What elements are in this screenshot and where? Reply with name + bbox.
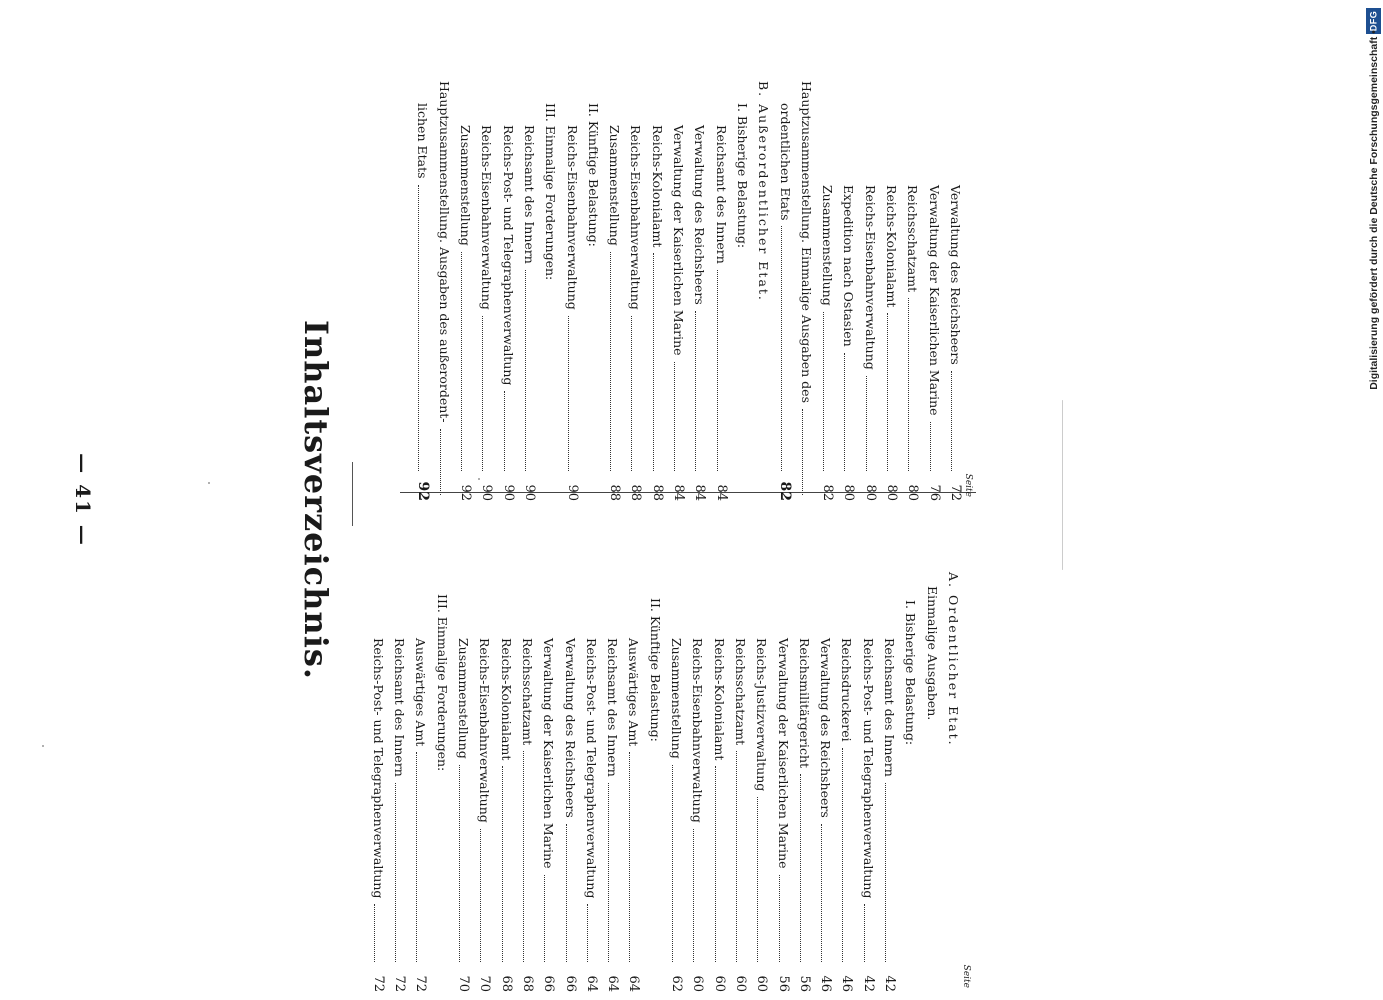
seite-header: Seite (961, 964, 971, 988)
toc-entry-page: 68 (498, 975, 514, 992)
toc-entry-label: Reichsamt des Innern (605, 638, 621, 777)
toc-entry-label: Reichsamt des Innern (392, 638, 408, 777)
scan-speck (42, 745, 44, 747)
toc-entry-label: Reichsdruckerei (839, 638, 855, 742)
toc-entry-page: 60 (733, 975, 748, 992)
toc-entry-label: Reichs-Kolonialamt (884, 185, 900, 308)
toc-entry-label: Verwaltung der Kaiserlichen Marine (775, 638, 791, 869)
toc-entry-page: 80 (905, 484, 921, 501)
toc-entry-label: Reichs-Kolonialamt (498, 638, 514, 761)
toc-entry (838, 572, 857, 992)
digitization-note (1364, 10, 1383, 400)
toc-entry-label: III. Einmalige Forderungen: (434, 594, 450, 772)
dot-leader (674, 362, 675, 471)
toc-entry-label: III. Einmalige Forderungen: (543, 103, 559, 281)
dot-leader (480, 829, 481, 962)
toc-entry-label: Verwaltung der Kaiserlichen Marine (541, 638, 557, 869)
dot-leader (843, 748, 844, 962)
page-title-text: Inhaltsverzeichnis. (297, 319, 336, 681)
toc-entry (774, 572, 793, 992)
toc-entry (561, 572, 580, 992)
dot-leader (461, 252, 462, 471)
toc-entry-label: Reichs-Eisenbahnverwaltung (862, 185, 878, 370)
page-number-text: — 41 — (71, 453, 96, 547)
toc-entry-page: 80 (862, 484, 878, 501)
toc-entry-label: Reichs-Kolonialamt (711, 638, 727, 761)
toc-entry (733, 81, 752, 501)
toc-entry-page: 42 (860, 975, 876, 992)
toc-entry-label: I. Bisherige Belastung: (903, 600, 919, 746)
toc-entry-label: Verwaltung des Reichsheers (818, 638, 834, 818)
dot-leader (482, 316, 483, 471)
toc-entry-label: Reichsamt des Innern (713, 125, 729, 264)
dot-leader (632, 316, 633, 471)
dot-leader (736, 751, 737, 962)
toc-entry (541, 81, 560, 501)
toc-entry (818, 81, 837, 501)
page-title (286, 260, 346, 740)
toc-entry-page: 90 (522, 484, 537, 501)
toc-entry-label: II. Künftige Belastung: (585, 103, 601, 247)
toc-entry (840, 81, 859, 501)
toc-entry-label: ordentlichen Etats (777, 103, 793, 221)
toc-entry-label: Reichs-Justizverwaltung (754, 638, 770, 792)
toc-entry (923, 572, 942, 992)
toc-entry-page: 72 (948, 484, 963, 501)
toc-entry (712, 81, 731, 501)
toc-entry-label: Verwaltung des Reichsheers (692, 125, 708, 305)
toc-entry-page: 90 (500, 484, 516, 501)
toc-entry-page: 84 (692, 484, 708, 501)
toc-entry-page: 62 (669, 975, 685, 992)
toc-entry-label: Reichs-Post- und Telegraphenverwaltung (500, 125, 516, 386)
dot-leader (653, 253, 654, 471)
dot-leader (757, 797, 758, 962)
toc-entry (859, 572, 878, 992)
toc-entry-label: Zusammenstellung (669, 638, 685, 759)
toc-entry-page: 72 (392, 975, 408, 992)
toc-entry-label: Reichs-Eisenbahnverwaltung (564, 125, 580, 310)
toc-entry-label: Expedition nach Ostasien (841, 185, 857, 347)
scan-speck (1062, 400, 1063, 570)
dot-leader (930, 422, 931, 471)
toc-entry (582, 572, 601, 992)
toc-entry-label: Reichsmilitärgericht (796, 638, 812, 769)
toc-entry-label: Zusammenstellung (820, 185, 836, 306)
toc-entry-page: 64 (605, 975, 621, 992)
dot-leader (440, 429, 441, 495)
dot-leader (779, 875, 780, 962)
toc-entry (710, 572, 729, 992)
toc-entry (776, 81, 795, 501)
toc-entry-label: Reichsschatzamt (733, 638, 748, 746)
toc-entry-page: 66 (562, 975, 578, 992)
toc-entry (731, 572, 750, 992)
toc-entry-page: 60 (711, 975, 727, 992)
toc-entry-label: B. Außerordentlicher Etat. (756, 81, 772, 302)
dot-leader (781, 226, 782, 471)
toc-entry (435, 81, 454, 501)
dot-leader (419, 185, 420, 471)
toc-entry-label: Verwaltung der Kaiserlichen Marine (671, 125, 687, 356)
dot-leader (544, 875, 545, 962)
dot-leader (523, 751, 524, 962)
dot-leader (693, 829, 694, 962)
dot-leader (566, 824, 567, 962)
toc-entry (603, 572, 622, 992)
dot-leader (672, 765, 673, 962)
toc-entry-label: Reichs-Eisenbahnverwaltung (690, 638, 706, 823)
toc-entry (667, 572, 686, 992)
toc-entry-page: 64 (626, 975, 642, 992)
toc-entry-page: 76 (926, 484, 942, 501)
toc-entry (816, 572, 835, 992)
toc-entry (369, 572, 388, 992)
toc-entry-label: Einmalige Ausgaben. (924, 586, 940, 721)
dot-leader (908, 298, 909, 471)
dot-leader (587, 904, 588, 962)
toc-entry-page: 66 (541, 975, 557, 992)
dot-leader (715, 766, 716, 962)
toc-entry-page: 92 (415, 481, 431, 501)
toc-column-1 (370, 572, 979, 992)
toc-entry-page: 72 (370, 975, 386, 992)
toc-entry-page: 70 (456, 975, 472, 992)
dot-leader (374, 904, 375, 962)
toc-entry-label: Reichs-Eisenbahnverwaltung (479, 125, 495, 310)
dot-leader (504, 391, 505, 471)
toc-entry-label: Reichs-Eisenbahnverwaltung (477, 638, 493, 823)
toc-entry (752, 572, 771, 992)
dot-leader (717, 270, 718, 471)
toc-entry-label: Reichs-Eisenbahnverwaltung (628, 125, 644, 310)
dot-leader (610, 252, 611, 471)
dot-leader (395, 783, 396, 962)
toc-entry-page: 60 (690, 975, 706, 992)
dfg-logo-text: DFG (1368, 10, 1379, 32)
toc-entry-label: Auswärtiges Amt (413, 638, 429, 747)
toc-entry-label: Reichs-Post- und Telegraphenverwaltung (370, 638, 386, 899)
dot-leader (802, 409, 803, 495)
toc-entry (499, 81, 518, 501)
toc-entry-page: 90 (479, 484, 495, 501)
dot-leader (885, 783, 886, 962)
toc-entry-page: 70 (477, 975, 493, 992)
toc-entry (690, 81, 709, 501)
toc-column-2 (397, 81, 981, 501)
toc-entry-label: Reichsschatzamt (520, 638, 535, 746)
toc-entry (754, 81, 773, 501)
toc-entry-label: Reichs-Kolonialamt (649, 125, 665, 248)
toc-entry-label: Zusammenstellung (458, 125, 474, 246)
dot-leader (459, 765, 460, 962)
dot-leader (608, 783, 609, 962)
title-divider (352, 462, 353, 526)
toc-entry-page: 56 (796, 975, 812, 992)
toc-entry (414, 81, 433, 501)
dot-leader (823, 312, 824, 471)
toc-entry (882, 81, 901, 501)
toc-entry-page: 88 (649, 484, 665, 501)
toc-entry-label: I. Bisherige Belastung: (735, 103, 750, 249)
toc-entry-label: Reichs-Post- und Telegraphenverwaltung (583, 638, 599, 899)
scan-speck (478, 478, 480, 480)
toc-entry (475, 572, 494, 992)
dot-leader (887, 313, 888, 471)
toc-entry (390, 572, 409, 992)
toc-entry-label: Verwaltung des Reichsheers (948, 185, 963, 365)
toc-entry (903, 81, 922, 501)
toc-entry (669, 81, 688, 501)
toc-entry-page: 80 (841, 484, 857, 501)
toc-entry-label: Zusammenstellung (607, 125, 623, 246)
toc-entry (625, 572, 644, 992)
toc-entry (688, 572, 707, 992)
dot-leader (630, 752, 631, 962)
toc-entry (518, 572, 537, 992)
toc-entry (901, 572, 920, 992)
toc-entry-page: 84 (671, 484, 687, 501)
toc-entry-label: lichen Etats (415, 103, 431, 179)
dot-leader (417, 752, 418, 962)
toc-entry (944, 572, 963, 992)
toc-entry-page: 88 (628, 484, 644, 501)
dot-leader (864, 904, 865, 962)
toc-entry-page: 82 (777, 481, 794, 501)
dot-leader (695, 311, 696, 471)
toc-entry-label: Verwaltung der Kaiserlichen Marine (926, 185, 942, 416)
toc-entry-label: Reichsamt des Innern (882, 638, 898, 777)
toc-entry-page: 80 (884, 484, 900, 501)
toc-entry-page: 72 (413, 975, 429, 992)
scan-speck (208, 482, 210, 484)
toc-entry-page: 84 (713, 484, 729, 501)
toc-entry (539, 572, 558, 992)
toc-entry-page: 64 (583, 975, 599, 992)
toc-entry-page: 46 (839, 975, 855, 992)
toc-entry-label: A. Ordentlicher Etat. (946, 572, 961, 747)
toc-entry-page: 88 (607, 484, 623, 501)
toc-entry (925, 81, 944, 501)
toc-entry-label: II. Künftige Belastung: (647, 598, 663, 742)
dot-leader (866, 376, 867, 471)
toc-entry (627, 81, 646, 501)
toc-entry (880, 572, 899, 992)
toc-entry-page: 60 (754, 975, 770, 992)
page-number (60, 430, 106, 570)
toc-entry-page: 42 (882, 975, 898, 992)
seite-header: Seite (963, 473, 973, 497)
toc-entry (456, 81, 475, 501)
toc-entry-page: 56 (775, 975, 791, 992)
toc-entry-label: Verwaltung des Reichsheers (562, 638, 578, 818)
toc-entry (946, 81, 965, 501)
toc-entry-label: Zusammenstellung (456, 638, 472, 759)
toc-entry (646, 572, 665, 992)
toc-entry-label: Reichsschatzamt (905, 185, 921, 293)
toc-entry (605, 81, 624, 501)
dot-leader (800, 774, 801, 962)
toc-entry (648, 81, 667, 501)
toc-entry-page: 90 (564, 484, 580, 501)
toc-entry-page: 68 (520, 975, 535, 992)
dot-leader (951, 371, 952, 471)
toc-entry-label: Hauptzusammenstellung. Ausgaben des außerordent- (436, 81, 452, 423)
dot-leader (821, 824, 822, 962)
toc-entry (563, 81, 582, 501)
dot-leader (525, 270, 526, 471)
toc-entry (520, 81, 539, 501)
dot-leader (502, 766, 503, 962)
toc-entry (412, 572, 431, 992)
toc-entry-page: 82 (820, 484, 836, 501)
dot-leader (845, 353, 846, 471)
toc-entry-label: Reichsamt des Innern (522, 125, 537, 264)
toc-entry-label: Hauptzusammenstellung. Einmalige Ausgaben des (798, 81, 814, 403)
toc-entry-page: 92 (458, 484, 474, 501)
toc-entry-label: Reichs-Post- und Telegraphenverwaltung (860, 638, 876, 899)
toc-entry-label: Auswärtiges Amt (626, 638, 642, 747)
toc-entry (433, 572, 452, 992)
digitization-note-text: Digitalisierung gefördert durch die Deutsche Forschungsgemeinschaft • (1368, 30, 1380, 390)
dot-leader (568, 316, 569, 471)
toc-entry (584, 81, 603, 501)
toc-entry (797, 81, 816, 501)
toc-entry (477, 81, 496, 501)
toc-entry-page: 46 (818, 975, 834, 992)
toc-entry (454, 572, 473, 992)
toc-entry (497, 572, 516, 992)
toc-entry (795, 572, 814, 992)
toc-entry (861, 81, 880, 501)
